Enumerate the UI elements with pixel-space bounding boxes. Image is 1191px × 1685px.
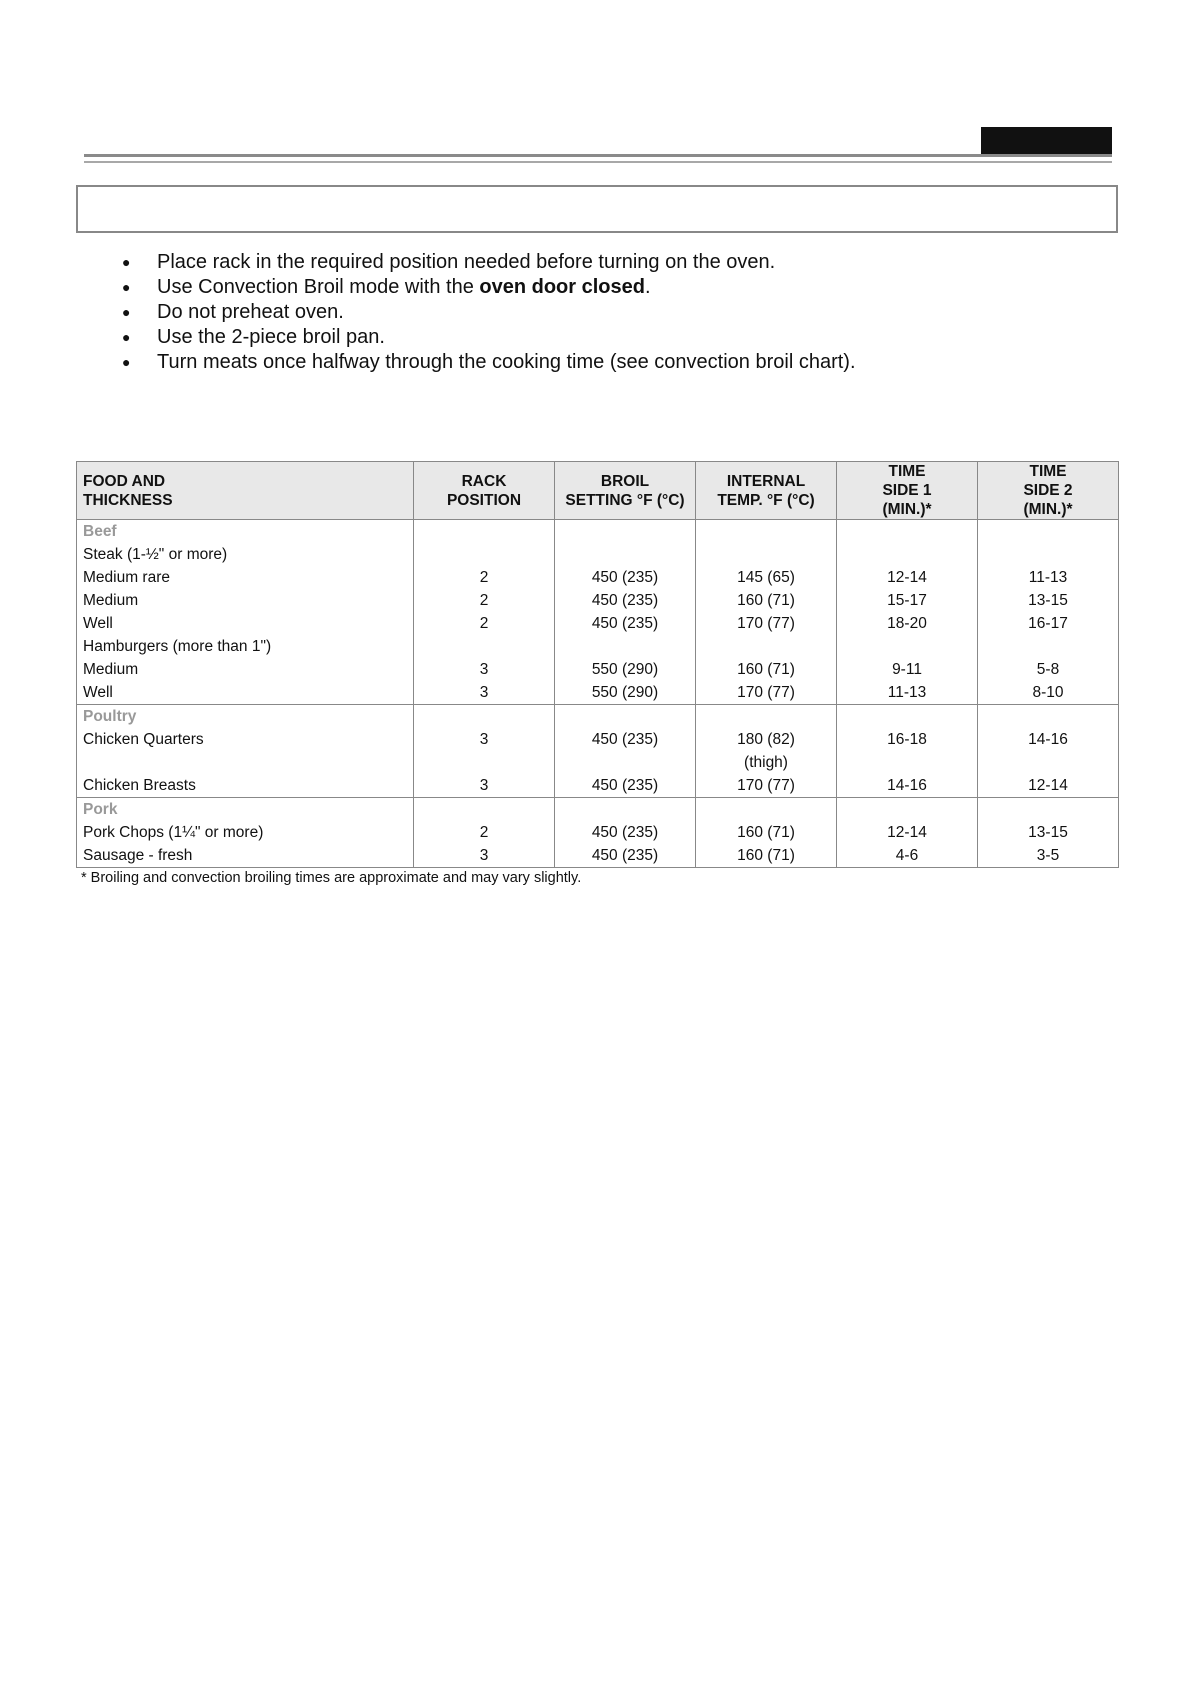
cell-broil-setting: 450 (235): [555, 589, 696, 612]
cell-broil-setting: 450 (235): [555, 566, 696, 589]
instruction-text: Turn meats once halfway through the cooking time (see convection broil chart).: [157, 351, 856, 373]
instruction-item: [112, 250, 856, 275]
instruction-item: [112, 300, 856, 325]
cell-time-side-2: 5-8: [978, 658, 1119, 681]
cell-food: Medium: [77, 658, 414, 681]
cell-time-side-2: 12-14: [978, 774, 1119, 798]
cell-food: Pork Chops (1¼" or more): [77, 821, 414, 844]
cell-time-side-2: 11-13: [978, 566, 1119, 589]
cell-internal-temp: [696, 705, 837, 729]
footnote: * Broiling and convection broiling times are approximate and may vary slightly.: [81, 870, 582, 886]
cell-internal-temp: 160 (71): [696, 589, 837, 612]
cell-internal-temp: (thigh): [696, 751, 837, 774]
cell-food: Hamburgers (more than 1"): [77, 635, 414, 658]
bullet-icon: ●: [122, 304, 131, 320]
cell-internal-temp: 160 (71): [696, 821, 837, 844]
instruction-text: Do not preheat oven.: [157, 301, 344, 323]
cell-time-side-1: 12-14: [837, 566, 978, 589]
convection-broil-chart: [76, 461, 1119, 868]
cell-rack-position: 3: [414, 844, 555, 868]
table-group-row: [77, 705, 1119, 729]
cell-rack-position: [414, 520, 555, 544]
table-row: [77, 566, 1119, 589]
section-title-box: [76, 185, 1118, 233]
table-row: [77, 543, 1119, 566]
instruction-emphasis: oven door closed: [479, 276, 645, 298]
cell-rack-position: [414, 705, 555, 729]
instruction-item: [112, 325, 856, 350]
cell-food: Medium rare: [77, 566, 414, 589]
header-time-side-2: TIME SIDE 2 (MIN.)*: [978, 462, 1119, 520]
cell-food: Sausage - fresh: [77, 844, 414, 868]
table-row: [77, 681, 1119, 705]
cell-rack-position: 2: [414, 612, 555, 635]
cell-time-side-1: 18-20: [837, 612, 978, 635]
cell-internal-temp: 160 (71): [696, 658, 837, 681]
cell-time-side-1: [837, 705, 978, 729]
cell-broil-setting: 550 (290): [555, 681, 696, 705]
instruction-item: [112, 275, 856, 300]
cell-time-side-1: 16-18: [837, 728, 978, 751]
cell-internal-temp: 180 (82): [696, 728, 837, 751]
header-rule: [84, 154, 1112, 157]
cell-time-side-1: 9-11: [837, 658, 978, 681]
group-label: Poultry: [77, 705, 414, 729]
bullet-icon: ●: [122, 329, 131, 345]
instruction-text: Use the 2-piece broil pan.: [157, 326, 385, 348]
bullet-icon: ●: [122, 354, 131, 370]
table-row: [77, 751, 1119, 774]
table-row: [77, 635, 1119, 658]
table-row: [77, 728, 1119, 751]
chart-header-row: [77, 462, 1119, 520]
cell-food: [77, 751, 414, 774]
cell-time-side-1: 4-6: [837, 844, 978, 868]
cell-time-side-1: 15-17: [837, 589, 978, 612]
cell-food: Medium: [77, 589, 414, 612]
cell-rack-position: 3: [414, 658, 555, 681]
cell-time-side-1: [837, 543, 978, 566]
cell-time-side-1: 14-16: [837, 774, 978, 798]
cell-broil-setting: 450 (235): [555, 612, 696, 635]
cell-internal-temp: 170 (77): [696, 681, 837, 705]
chart-body: [77, 520, 1119, 868]
table-row: [77, 844, 1119, 868]
cell-broil-setting: 450 (235): [555, 844, 696, 868]
cell-rack-position: 2: [414, 566, 555, 589]
cell-internal-temp: [696, 798, 837, 822]
cell-food: Well: [77, 612, 414, 635]
cell-rack-position: 2: [414, 589, 555, 612]
cell-broil-setting: [555, 705, 696, 729]
cell-time-side-2: [978, 635, 1119, 658]
cell-broil-setting: [555, 751, 696, 774]
instruction-text: Place rack in the required position needed before turning on the oven.: [157, 251, 776, 273]
group-label: Pork: [77, 798, 414, 822]
table-row: [77, 658, 1119, 681]
cell-internal-temp: 170 (77): [696, 612, 837, 635]
cell-time-side-2: 13-15: [978, 589, 1119, 612]
table-row: [77, 589, 1119, 612]
cell-food: Steak (1-½" or more): [77, 543, 414, 566]
bullet-icon: ●: [122, 279, 131, 295]
cell-time-side-2: [978, 705, 1119, 729]
cell-rack-position: [414, 635, 555, 658]
cell-food: Well: [77, 681, 414, 705]
cell-internal-temp: [696, 520, 837, 544]
cell-time-side-2: 13-15: [978, 821, 1119, 844]
header-rack-position: RACK POSITION: [414, 462, 555, 520]
table-group-row: [77, 798, 1119, 822]
cell-food: Chicken Quarters: [77, 728, 414, 751]
cell-time-side-2: [978, 543, 1119, 566]
cell-time-side-1: 12-14: [837, 821, 978, 844]
cell-time-side-2: [978, 520, 1119, 544]
header-internal-temp: INTERNAL TEMP. °F (°C): [696, 462, 837, 520]
cell-broil-setting: 450 (235): [555, 774, 696, 798]
cell-time-side-2: 8-10: [978, 681, 1119, 705]
cell-time-side-2: [978, 798, 1119, 822]
table-group-row: [77, 520, 1119, 544]
instruction-item: [112, 350, 856, 375]
cell-time-side-1: 11-13: [837, 681, 978, 705]
cell-time-side-1: [837, 635, 978, 658]
header-time-side-1: TIME SIDE 1 (MIN.)*: [837, 462, 978, 520]
cell-internal-temp: [696, 635, 837, 658]
cell-broil-setting: 450 (235): [555, 821, 696, 844]
cell-rack-position: 2: [414, 821, 555, 844]
cell-internal-temp: 170 (77): [696, 774, 837, 798]
cell-time-side-2: 3-5: [978, 844, 1119, 868]
cell-internal-temp: [696, 543, 837, 566]
cell-broil-setting: [555, 635, 696, 658]
header-tab: [981, 127, 1112, 154]
cell-rack-position: 3: [414, 774, 555, 798]
cell-broil-setting: 450 (235): [555, 728, 696, 751]
cell-rack-position: 3: [414, 728, 555, 751]
cell-time-side-1: [837, 520, 978, 544]
instruction-text-end: .: [644, 276, 651, 298]
instruction-list: [112, 250, 856, 375]
cell-time-side-2: 16-17: [978, 612, 1119, 635]
cell-rack-position: [414, 751, 555, 774]
cell-time-side-1: [837, 798, 978, 822]
group-label: Beef: [77, 520, 414, 544]
cell-broil-setting: [555, 543, 696, 566]
header-broil-setting: BROIL SETTING °F (°C): [555, 462, 696, 520]
bullet-icon: ●: [122, 254, 131, 270]
header-food-thickness: FOOD AND THICKNESS: [77, 462, 414, 520]
cell-broil-setting: 550 (290): [555, 658, 696, 681]
table-row: [77, 774, 1119, 798]
cell-time-side-1: [837, 751, 978, 774]
cell-broil-setting: [555, 798, 696, 822]
cell-internal-temp: 160 (71): [696, 844, 837, 868]
table-row: [77, 821, 1119, 844]
cell-internal-temp: 145 (65): [696, 566, 837, 589]
instruction-text: Use Convection Broil mode with the: [157, 276, 480, 298]
cell-time-side-2: 14-16: [978, 728, 1119, 751]
table-row: [77, 612, 1119, 635]
cell-food: Chicken Breasts: [77, 774, 414, 798]
cell-time-side-2: [978, 751, 1119, 774]
cell-rack-position: 3: [414, 681, 555, 705]
cell-broil-setting: [555, 520, 696, 544]
header-rule-secondary: [84, 161, 1112, 163]
cell-rack-position: [414, 543, 555, 566]
cell-rack-position: [414, 798, 555, 822]
